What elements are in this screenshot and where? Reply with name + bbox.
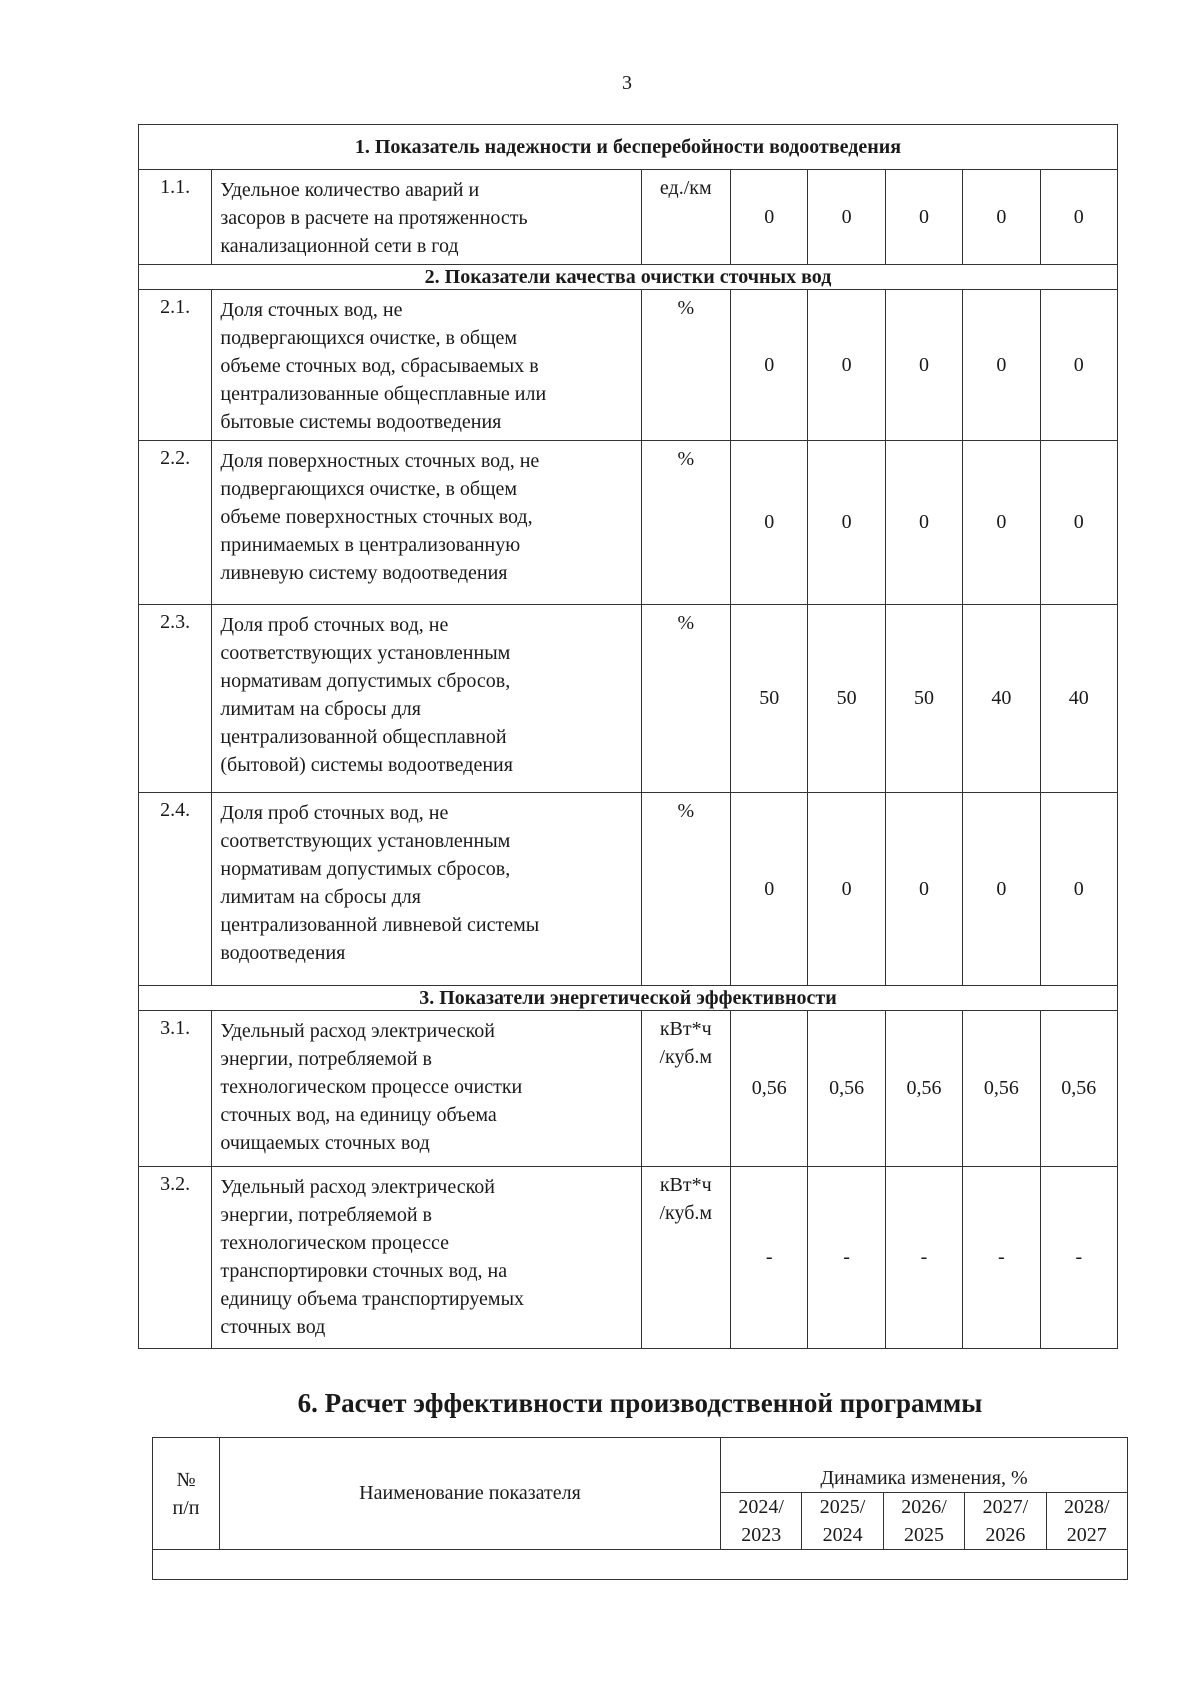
section-6-title: 6. Расчет эффективности производственной программы <box>297 1388 983 1418</box>
year-header: 2027/ 2026 <box>965 1493 1046 1550</box>
unit: ед./км <box>641 170 730 265</box>
value-cell: - <box>885 1167 962 1349</box>
indicator-name: Доля поверхностных сточных вод, не подвергающихся очистке, в общем объеме поверхностных сточных вод, принимаемых в централизованную ливневую систему водоотведения <box>212 441 641 605</box>
page-number: 3 <box>622 72 632 94</box>
value-cell: 0 <box>963 441 1040 605</box>
value-cell: 0 <box>808 290 885 441</box>
row-number: 2.4. <box>139 793 212 986</box>
value-cell: 0 <box>808 441 885 605</box>
row-number: 3.2. <box>139 1167 212 1349</box>
value-cell: 50 <box>731 605 808 793</box>
col-dynamics-header: Динамика изменения, % <box>721 1438 1128 1493</box>
value-cell: 0 <box>1040 793 1117 986</box>
value-cell: - <box>1040 1167 1117 1349</box>
section-title: 2. Показатели качества очистки сточных вод <box>139 265 1118 290</box>
value-cell: 50 <box>808 605 885 793</box>
row-number: 2.1. <box>139 290 212 441</box>
table-row <box>139 1011 1118 1167</box>
row-number: 3.1. <box>139 1011 212 1167</box>
unit: % <box>641 605 730 793</box>
indicator-name: Доля проб сточных вод, не соответствующих установленным нормативам допустимых сбросов, лимитам на сбросы для централизованной общесплавной (бытовой) системы водоотведения <box>212 605 641 793</box>
value-cell: 40 <box>963 605 1040 793</box>
value-cell: 0 <box>885 170 962 265</box>
value-cell: 0,56 <box>731 1011 808 1167</box>
indicator-name: Удельное количество аварий и засоров в расчете на протяженность канализационной сети в год <box>212 170 641 265</box>
empty-row <box>153 1550 1128 1580</box>
table-row <box>139 441 1118 605</box>
year-header: 2024/ 2023 <box>721 1493 802 1550</box>
value-cell: 0,56 <box>808 1011 885 1167</box>
value-cell: - <box>731 1167 808 1349</box>
value-cell: 40 <box>1040 605 1117 793</box>
indicator-name: Удельный расход электрической энергии, потребляемой в технологическом процессе очистки сточных вод, на единицу объема очищаемых сточных вод <box>212 1011 641 1167</box>
value-cell: 0,56 <box>1040 1011 1117 1167</box>
row-number: 2.3. <box>139 605 212 793</box>
value-cell: 0 <box>963 290 1040 441</box>
unit: кВт*ч /куб.м <box>641 1167 730 1349</box>
value-cell: 0 <box>1040 441 1117 605</box>
value-cell: 0 <box>1040 290 1117 441</box>
value-cell: 0 <box>885 793 962 986</box>
col-num-header: № п/п <box>153 1438 220 1550</box>
table-row <box>139 1167 1118 1349</box>
year-header: 2026/ 2025 <box>883 1493 964 1550</box>
value-cell: 0 <box>885 290 962 441</box>
value-cell: 0 <box>963 170 1040 265</box>
row-number: 1.1. <box>139 170 212 265</box>
col-name-header: Наименование показателя <box>220 1438 721 1550</box>
value-cell: 0 <box>808 170 885 265</box>
unit: % <box>641 441 730 605</box>
indicators-table <box>138 124 1118 1349</box>
value-cell: 0 <box>731 170 808 265</box>
year-header: 2028/ 2027 <box>1046 1493 1127 1550</box>
table-row <box>139 605 1118 793</box>
value-cell: 0 <box>731 441 808 605</box>
value-cell: 0,56 <box>885 1011 962 1167</box>
unit: кВт*ч /куб.м <box>641 1011 730 1167</box>
value-cell: 0 <box>808 793 885 986</box>
row-number: 2.2. <box>139 441 212 605</box>
table-row <box>139 793 1118 986</box>
table-row <box>139 290 1118 441</box>
value-cell: 0 <box>731 290 808 441</box>
value-cell: 0 <box>885 441 962 605</box>
year-header: 2025/ 2024 <box>802 1493 883 1550</box>
value-cell: 0,56 <box>963 1011 1040 1167</box>
efficiency-table <box>152 1437 1128 1580</box>
indicator-name: Доля сточных вод, не подвергающихся очистке, в общем объеме сточных вод, сбрасываемых в централизованные общесплавные или бытовые системы водоотведения <box>212 290 641 441</box>
indicator-name: Удельный расход электрической энергии, потребляемой в технологическом процессе транспортировки сточных вод, на единицу объема транспортируемых сточных вод <box>212 1167 641 1349</box>
value-cell: 50 <box>885 605 962 793</box>
indicator-name: Доля проб сточных вод, не соответствующих установленным нормативам допустимых сбросов, лимитам на сбросы для централизованной ливневой системы водоотведения <box>212 793 641 986</box>
unit: % <box>641 793 730 986</box>
unit: % <box>641 290 730 441</box>
value-cell: 0 <box>731 793 808 986</box>
section-title: 1. Показатель надежности и бесперебойности водоотведения <box>139 125 1118 170</box>
value-cell: - <box>963 1167 1040 1349</box>
table-row <box>139 170 1118 265</box>
value-cell: 0 <box>1040 170 1117 265</box>
section-title: 3. Показатели энергетической эффективности <box>139 986 1118 1011</box>
value-cell: - <box>808 1167 885 1349</box>
value-cell: 0 <box>963 793 1040 986</box>
